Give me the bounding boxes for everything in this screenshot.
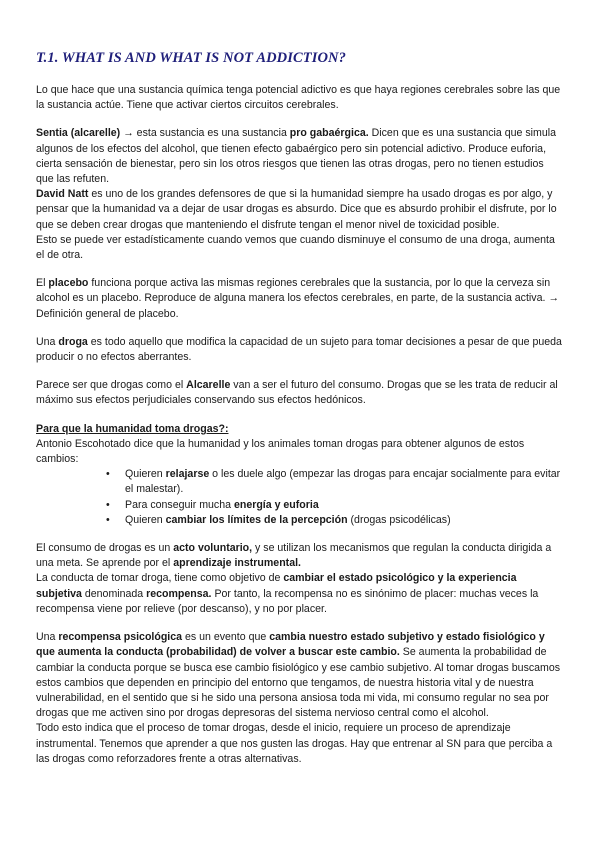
bold-term: aprendizaje instrumental.: [173, 557, 301, 570]
text-span: Para conseguir mucha: [125, 498, 234, 511]
text-span: → esta sustancia es una sustancia: [120, 127, 290, 140]
text-span: Quieren: [125, 468, 166, 481]
text-span: (drogas psicodélicas): [347, 513, 451, 526]
intro-paragraph: Lo que hace que una sustancia química tenga potencial adictivo es que haya regiones cerebrales sobre las que la sustancia actúe. Tiene que activar ciertos circuitos cerebrales.: [36, 84, 561, 112]
text-span: El: [36, 277, 49, 290]
list-item: [106, 467, 564, 497]
placebo-paragraph: [36, 276, 564, 322]
reward-paragraph: [36, 571, 564, 617]
bold-term: acto voluntario,: [173, 542, 253, 555]
text-span: Quieren: [125, 513, 166, 526]
psychological-reward-paragraph: [36, 630, 564, 721]
text-span: y se utilizan los mecanismos que regulan la conducta dirigida a una meta. Se aprende por el: [36, 542, 552, 570]
text-span: es todo aquello que modifica la capacidad de un sujeto para tomar decisiones a pesar de que pueda producir o no efectos aberrantes.: [36, 335, 562, 364]
text-span: El consumo de drogas es un: [36, 542, 174, 555]
bold-term: recompensa.: [146, 587, 212, 600]
page-title: T.1. WHAT IS AND WHAT IS NOT ADDICTION?: [36, 50, 346, 66]
reasons-list: [36, 467, 564, 528]
section-heading-text: Para que la humanidad toma drogas?:: [36, 422, 229, 435]
bold-term: relajarse: [165, 468, 210, 481]
text-span: Dicen que es una sustancia que simula algunos de los efectos del alcohol, que tienen efecto gabaérgico pero sin potencial adictivo. Produce euforia, cierta sensación de bienestar, pero sin los otros riesgos que tienen las otras drogas, pero no tienen estudios que las refuten.: [36, 127, 556, 186]
text-span: es un evento que: [182, 631, 270, 644]
placebo-term: placebo: [48, 277, 89, 290]
text-span: van a ser el futuro del consumo. Drogas que se les trata de reducir al máximo sus efectos perjudiciales conservando sus efectos hedónicos.: [36, 379, 558, 407]
bold-term: energía y euforia: [233, 498, 319, 511]
text-span: Por tanto, la recompensa no es sinónimo de placer: muchas veces la recompensa viene por relieve (por descanso), y no por placer.: [36, 587, 539, 615]
alcarelle-paragraph: [36, 378, 564, 408]
list-item: [106, 498, 564, 513]
david-natt-paragraph: [36, 187, 564, 233]
statistics-paragraph: Esto se puede ver estadísticamente cuando vemos que cuando disminuye el consumo de una droga, aumenta el de otra.: [36, 233, 555, 262]
section-heading: [36, 422, 564, 437]
text-span: Una: [36, 631, 59, 644]
sentia-term: Sentia (alcarelle): [36, 127, 121, 140]
conclusion-paragraph: Todo esto indica que el proceso de tomar drogas, desde el inicio, requiere un proceso de aprendizaje instrumental. Tenemos que aprender a que nos gusten las drogas. Hay que entrenar al SN para que perciba a las drogas como reforzadores frente a otras alternativas.: [36, 722, 553, 765]
sentia-paragraph: [36, 126, 564, 187]
text-span: La conducta de tomar droga, tiene como objetivo de: [36, 572, 284, 585]
list-item: [106, 513, 564, 528]
alcarelle-term: Alcarelle: [186, 379, 231, 392]
bold-term: cambia nuestro estado subjetivo y estado fisiológico y que aumenta la conducta (probabilidad) de volver a buscar este cambio.: [36, 631, 545, 659]
bold-term: cambiar los límites de la percepción: [165, 513, 348, 526]
pro-gabaergica-term: pro gabaérgica.: [289, 127, 369, 140]
bold-term: recompensa psicológica: [58, 631, 183, 644]
text-span: Se aumenta la probabilidad de cambiar la conducta porque se busca ese cambio fisiológico y ese cambio subjetivo. Al tomar drogas buscamos estos cambios que dependen en principio del entorno que tengamos, de nuestra historia vital y de nuestra vulnerabilidad, en el sentido que si he sido una persona ansiosa toda mi vida, mi consumo regular no sea por drogas que me activen sino por drogas depresoras del sistema nervioso central como el alcohol.: [36, 646, 561, 720]
voluntary-act-paragraph: [36, 541, 564, 571]
text-span: es uno de los grandes defensores de que si la humanidad siempre ha usado drogas es por algo, y pensar que la humanidad va a dejar de usar drogas es absurdo. Dice que es absurdo prohibir el disfrute, por lo que se deben crear drogas que manteniendo el disfrute tengan el menor nivel de toxicidad posible.: [36, 188, 557, 231]
text-span: funciona porque activa las mismas regiones cerebrales que la sustancia, por lo que la cerveza sin alcohol es un placebo. Reproduce de alguna manera los efectos cerebrales, en parte, de la sustancia activa. → Definición general de placebo.: [36, 277, 559, 320]
text-span: Una: [36, 335, 59, 348]
droga-term: droga: [58, 335, 88, 348]
david-natt-name: David Natt: [36, 188, 89, 201]
droga-definition-paragraph: [36, 335, 564, 365]
bold-term: cambiar el estado psicológico y la experiencia subjetiva: [36, 572, 517, 600]
text-span: denominada: [81, 587, 147, 600]
text-span: Parece ser que drogas como el: [36, 379, 187, 392]
escohotado-paragraph: Antonio Escohotado dice que la humanidad y los animales toman drogas para obtener algunos de estos cambios:: [36, 437, 525, 466]
text-span: o les duele algo (empezar las drogas para encajar socialmente para evitar el malestar).: [125, 468, 561, 496]
